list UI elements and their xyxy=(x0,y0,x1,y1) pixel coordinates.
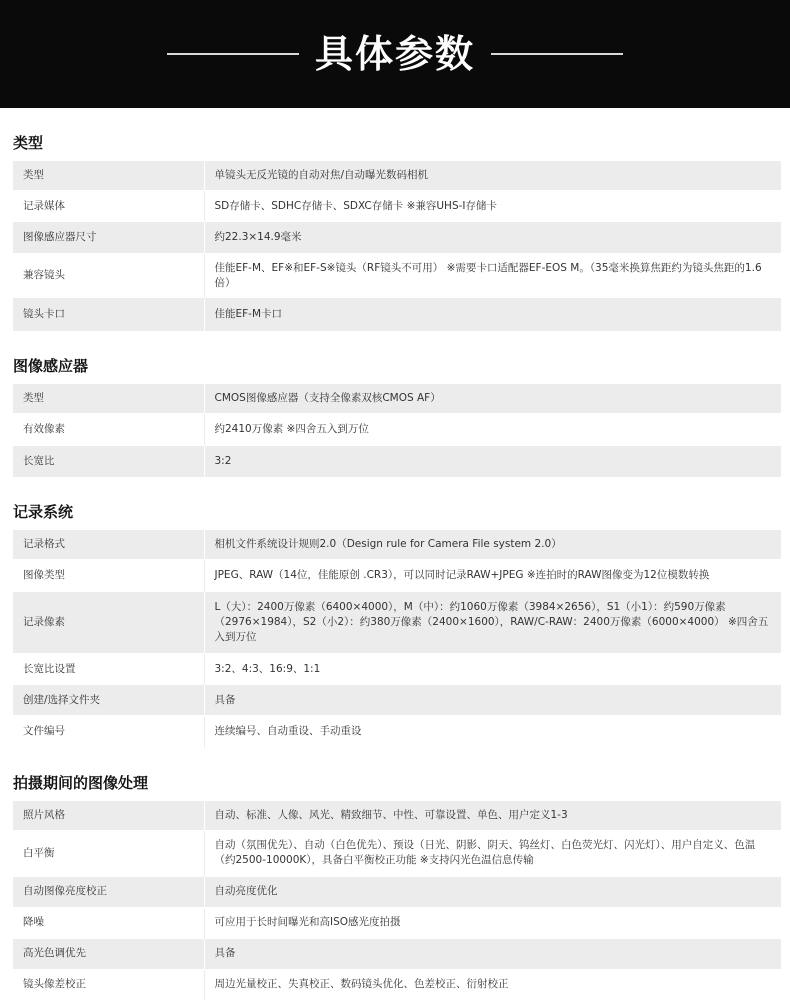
spec-value: 周边光量校正、失真校正、数码镜头优化、色差校正、衍射校正 xyxy=(204,969,781,1000)
spec-key: 降噪 xyxy=(13,907,204,938)
table-row xyxy=(13,876,781,907)
spec-value: 佳能EF-M卡口 xyxy=(204,298,781,331)
spec-key: 长宽比 xyxy=(13,445,204,477)
spec-value: 3:2、4:3、16:9、1:1 xyxy=(204,654,781,685)
banner-left-rule xyxy=(167,53,299,55)
table-row xyxy=(13,592,781,654)
table-row xyxy=(13,222,781,254)
table-row xyxy=(13,530,781,560)
spec-value: 可应用于长时间曝光和高ISO感光度拍摄 xyxy=(204,907,781,938)
table-row xyxy=(13,254,781,298)
spec-key: 有效像素 xyxy=(13,413,204,445)
spec-key: 文件编号 xyxy=(13,716,204,748)
spec-key: 图像类型 xyxy=(13,560,204,592)
table-row xyxy=(13,938,781,969)
table-row xyxy=(13,161,781,191)
spec-key: 图像感应器尺寸 xyxy=(13,222,204,254)
spec-key: 类型 xyxy=(13,161,204,191)
spec-value: 佳能EF-M、EF※和EF-S※镜头（RF镜头不可用） ※需要卡口适配器EF-EOS M。（35毫米换算焦距约为镜头焦距的1.6倍） xyxy=(204,254,781,298)
spec-value: 约2410万像素 ※四舍五入到万位 xyxy=(204,413,781,445)
table-row xyxy=(13,298,781,331)
spec-value: 单镜头无反光镜的自动对焦/自动曝光数码相机 xyxy=(204,161,781,191)
spec-key: 创建/选择文件夹 xyxy=(13,685,204,716)
spec-value: 连续编号、自动重设、手动重设 xyxy=(204,716,781,748)
header-banner xyxy=(0,0,790,108)
spec-value: 自动、标准、人像、风光、精致细节、中性、可靠设置、单色、用户定义1-3 xyxy=(204,800,781,830)
table-row xyxy=(13,969,781,1000)
spec-value: 自动亮度优化 xyxy=(204,876,781,907)
page-title: 具体参数 xyxy=(314,32,475,76)
spec-key: 记录格式 xyxy=(13,530,204,560)
table-row xyxy=(13,191,781,222)
spec-value: CMOS图像感应器（支持全像素双核CMOS AF） xyxy=(204,383,781,413)
spec-key: 类型 xyxy=(13,383,204,413)
spec-value: L（大）：2400万像素（6400×4000），M（中）：约1060万像素（3984×2656），S1（小1）：约590万像素（2976×1984），S2（小2）：约380万像素（2400×1600），RAW/C-RAW：2400万像素（6000×4000） ※四舍五入到万位 xyxy=(204,592,781,654)
spec-value: 自动（氛围优先）、自动（白色优先）、预设（日光、阴影、阴天、钨丝灯、白色荧光灯、闪光灯）、用户自定义、色温（约2500-10000K），具备白平衡校正功能 ※支持闪光色温信息传输 xyxy=(204,830,781,876)
table-row xyxy=(13,685,781,716)
spec-table xyxy=(13,800,781,1001)
section-title: 图像感应器 xyxy=(13,356,89,375)
spec-key: 镜头像差校正 xyxy=(13,969,204,1000)
spec-key: 高光色调优先 xyxy=(13,938,204,969)
table-row xyxy=(13,383,781,413)
spec-table xyxy=(13,383,781,478)
table-row xyxy=(13,445,781,477)
spec-key: 自动图像亮度校正 xyxy=(13,876,204,907)
table-row xyxy=(13,800,781,830)
spec-key: 长宽比设置 xyxy=(13,654,204,685)
spec-value: 3:2 xyxy=(204,445,781,477)
table-row xyxy=(13,907,781,938)
spec-key: 兼容镜头 xyxy=(13,254,204,298)
section-title: 记录系统 xyxy=(13,503,74,521)
spec-key: 记录媒体 xyxy=(13,191,204,222)
table-row xyxy=(13,716,781,748)
banner-right-rule xyxy=(491,53,623,55)
section-title: 类型 xyxy=(13,134,44,152)
table-row xyxy=(13,830,781,876)
spec-value: 具备 xyxy=(204,685,781,716)
table-row xyxy=(13,654,781,685)
spec-value: SD存储卡、SDHC存储卡、SDXC存储卡 ※兼容UHS-I存储卡 xyxy=(204,191,781,222)
spec-table xyxy=(13,529,781,748)
spec-value: 相机文件系统设计规则2.0（Design rule for Camera File system 2.0） xyxy=(204,530,781,560)
table-row xyxy=(13,413,781,445)
section-title: 拍摄期间的图像处理 xyxy=(13,773,149,792)
spec-key: 镜头卡口 xyxy=(13,298,204,331)
spec-value: 约22.3×14.9毫米 xyxy=(204,222,781,254)
spec-value: JPEG、RAW（14位，佳能原创 .CR3），可以同时记录RAW+JPEG ※连拍时的RAW图像变为12位模数转换 xyxy=(204,560,781,592)
spec-table xyxy=(13,160,781,331)
spec-key: 记录像素 xyxy=(13,592,204,654)
spec-key: 白平衡 xyxy=(13,830,204,876)
spec-content xyxy=(13,108,781,1000)
table-row xyxy=(13,560,781,592)
spec-key: 照片风格 xyxy=(13,800,204,830)
spec-value: 具备 xyxy=(204,938,781,969)
